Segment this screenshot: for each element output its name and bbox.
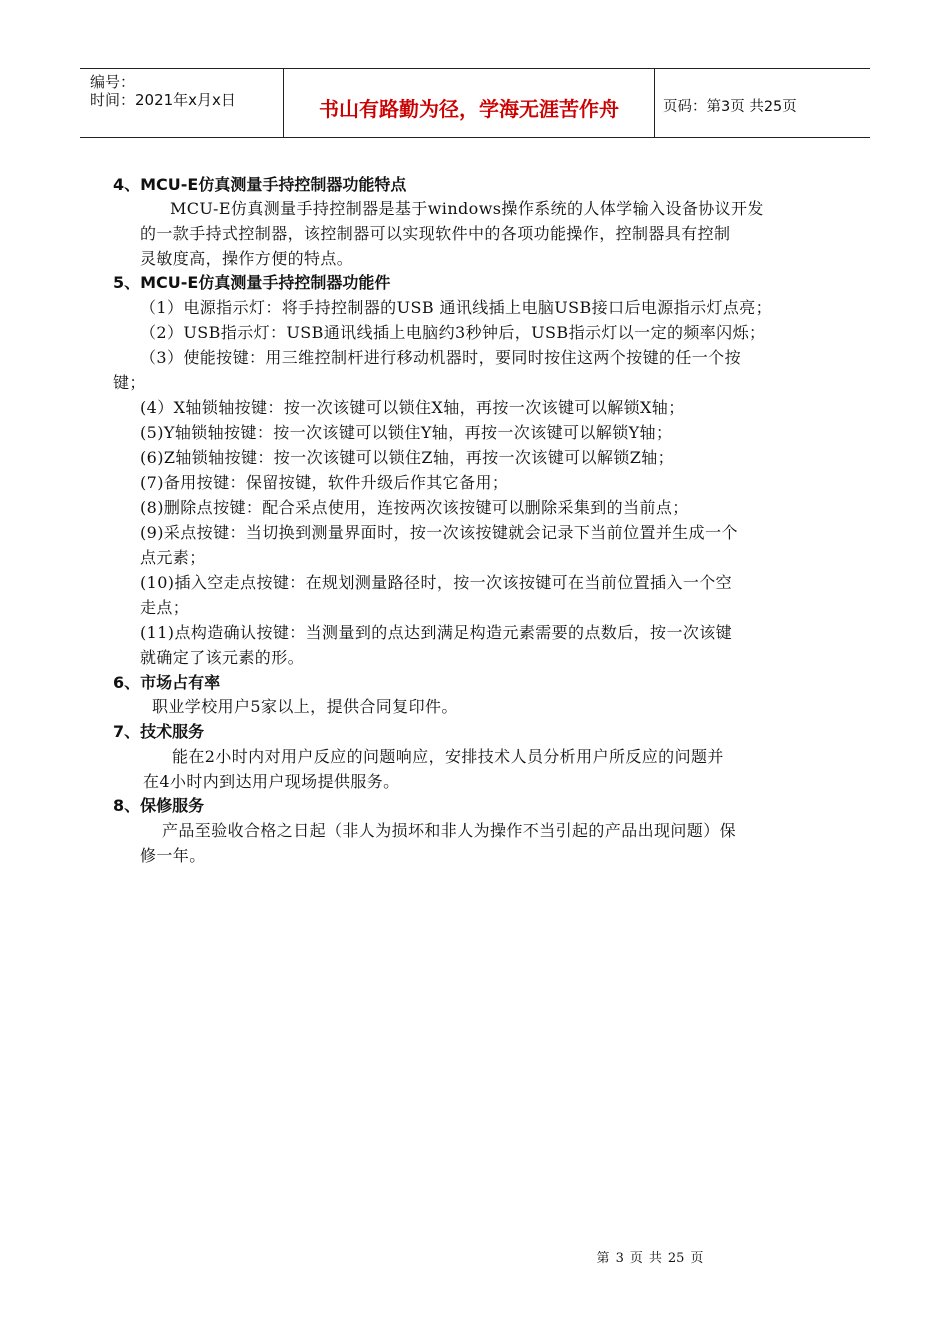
serial-label: 编号： xyxy=(90,73,136,91)
section-5-line: (8)删除点按键：配合采点使用，连按两次该按键可以删除采集到的当前点； xyxy=(140,498,689,517)
section-5-line: 走点； xyxy=(140,598,190,617)
header-motto: 书山有路勤为径，学海无涯苦作舟 xyxy=(319,97,619,121)
section-5-line: (10)插入空走点按键：在规划测量路径时，按一次该按键可在当前位置插入一个空 xyxy=(140,573,733,592)
section-5-line: （3）使能按键：用三维控制杆进行移动机器时，要同时按住这两个按键的任一个按 xyxy=(140,348,741,367)
section-8-line: 产品至验收合格之日起（非人为损坏和非人为操作不当引起的产品出现问题）保 xyxy=(162,821,737,840)
footer-ye: 页 xyxy=(629,1251,643,1266)
page-header xyxy=(80,68,870,138)
section-7-title: 7、技术服务 xyxy=(113,722,205,741)
footer-ye: 页 xyxy=(690,1251,704,1266)
section-5-line: (11)点构造确认按键：当测量到的点达到满足构造元素需要的点数后，按一次该键 xyxy=(140,623,733,642)
section-4-line: 的一款手持式控制器，该控制器可以实现软件中的各项功能操作，控制器具有控制 xyxy=(140,224,731,243)
footer-di: 第 xyxy=(596,1251,610,1266)
section-7-line: 在4小时内到达用户现场提供服务。 xyxy=(143,772,400,791)
section-5-line: (4）X轴锁轴按键：按一次该键可以锁住X轴，再按一次该键可以解锁X轴； xyxy=(140,398,685,417)
header-left-cell xyxy=(80,69,283,137)
section-5-line: 键； xyxy=(113,373,146,392)
footer-page-number: 3 xyxy=(615,1251,624,1266)
section-7-line: 能在2小时内对用户反应的问题响应，安排技术人员分析用户所反应的问题并 xyxy=(172,747,724,766)
section-4-line: 灵敏度高，操作方便的特点。 xyxy=(140,249,354,268)
section-5-line: (5)Y轴锁轴按键：按一次该键可以锁住Y轴，再按一次该键可以解锁Y轴； xyxy=(140,423,673,442)
date-label: 时间：2021年x月x日 xyxy=(90,91,236,109)
section-6-title: 6、市场占有率 xyxy=(113,673,221,692)
section-5-line: （1）电源指示灯：将手持控制器的USB 通讯线插上电脑USB接口后电源指示灯点亮； xyxy=(140,298,773,317)
section-5-line: (7)备用按键：保留按键，软件升级后作其它备用； xyxy=(140,473,509,492)
section-5-line: 就确定了该元素的形。 xyxy=(140,648,305,667)
section-5-line: (9)采点按键：当切换到测量界面时，按一次该按键就会记录下当前位置并生成一个 xyxy=(140,523,738,542)
section-5-line: 点元素； xyxy=(140,548,206,567)
header-right-cell xyxy=(655,69,870,137)
section-5-line: (6)Z轴锁轴按键：按一次该键可以锁住Z轴，再按一次该键可以解锁Z轴； xyxy=(140,448,675,467)
footer-total-pages: 25 xyxy=(667,1251,685,1266)
footer-gong: 共 xyxy=(648,1251,662,1266)
section-5-line: （2）USB指示灯：USB通讯线插上电脑约3秒钟后，USB指示灯以一定的频率闪烁； xyxy=(140,323,766,342)
section-4-line: MCU-E仿真测量手持控制器是基于windows操作系统的人体学输入设备协议开发 xyxy=(170,199,764,218)
header-page-info: 页码：第3页 共25页 xyxy=(663,99,797,115)
page-footer xyxy=(0,1247,950,1266)
section-8-title: 8、保修服务 xyxy=(113,796,205,815)
header-center-cell xyxy=(283,69,655,137)
section-6-line: 职业学校用户5家以上，提供合同复印件。 xyxy=(152,697,458,716)
section-5-title: 5、MCU-E仿真测量手持控制器功能件 xyxy=(113,273,391,292)
section-4-title: 4、MCU-E仿真测量手持控制器功能特点 xyxy=(113,175,407,194)
section-8-line: 修一年。 xyxy=(140,846,206,865)
